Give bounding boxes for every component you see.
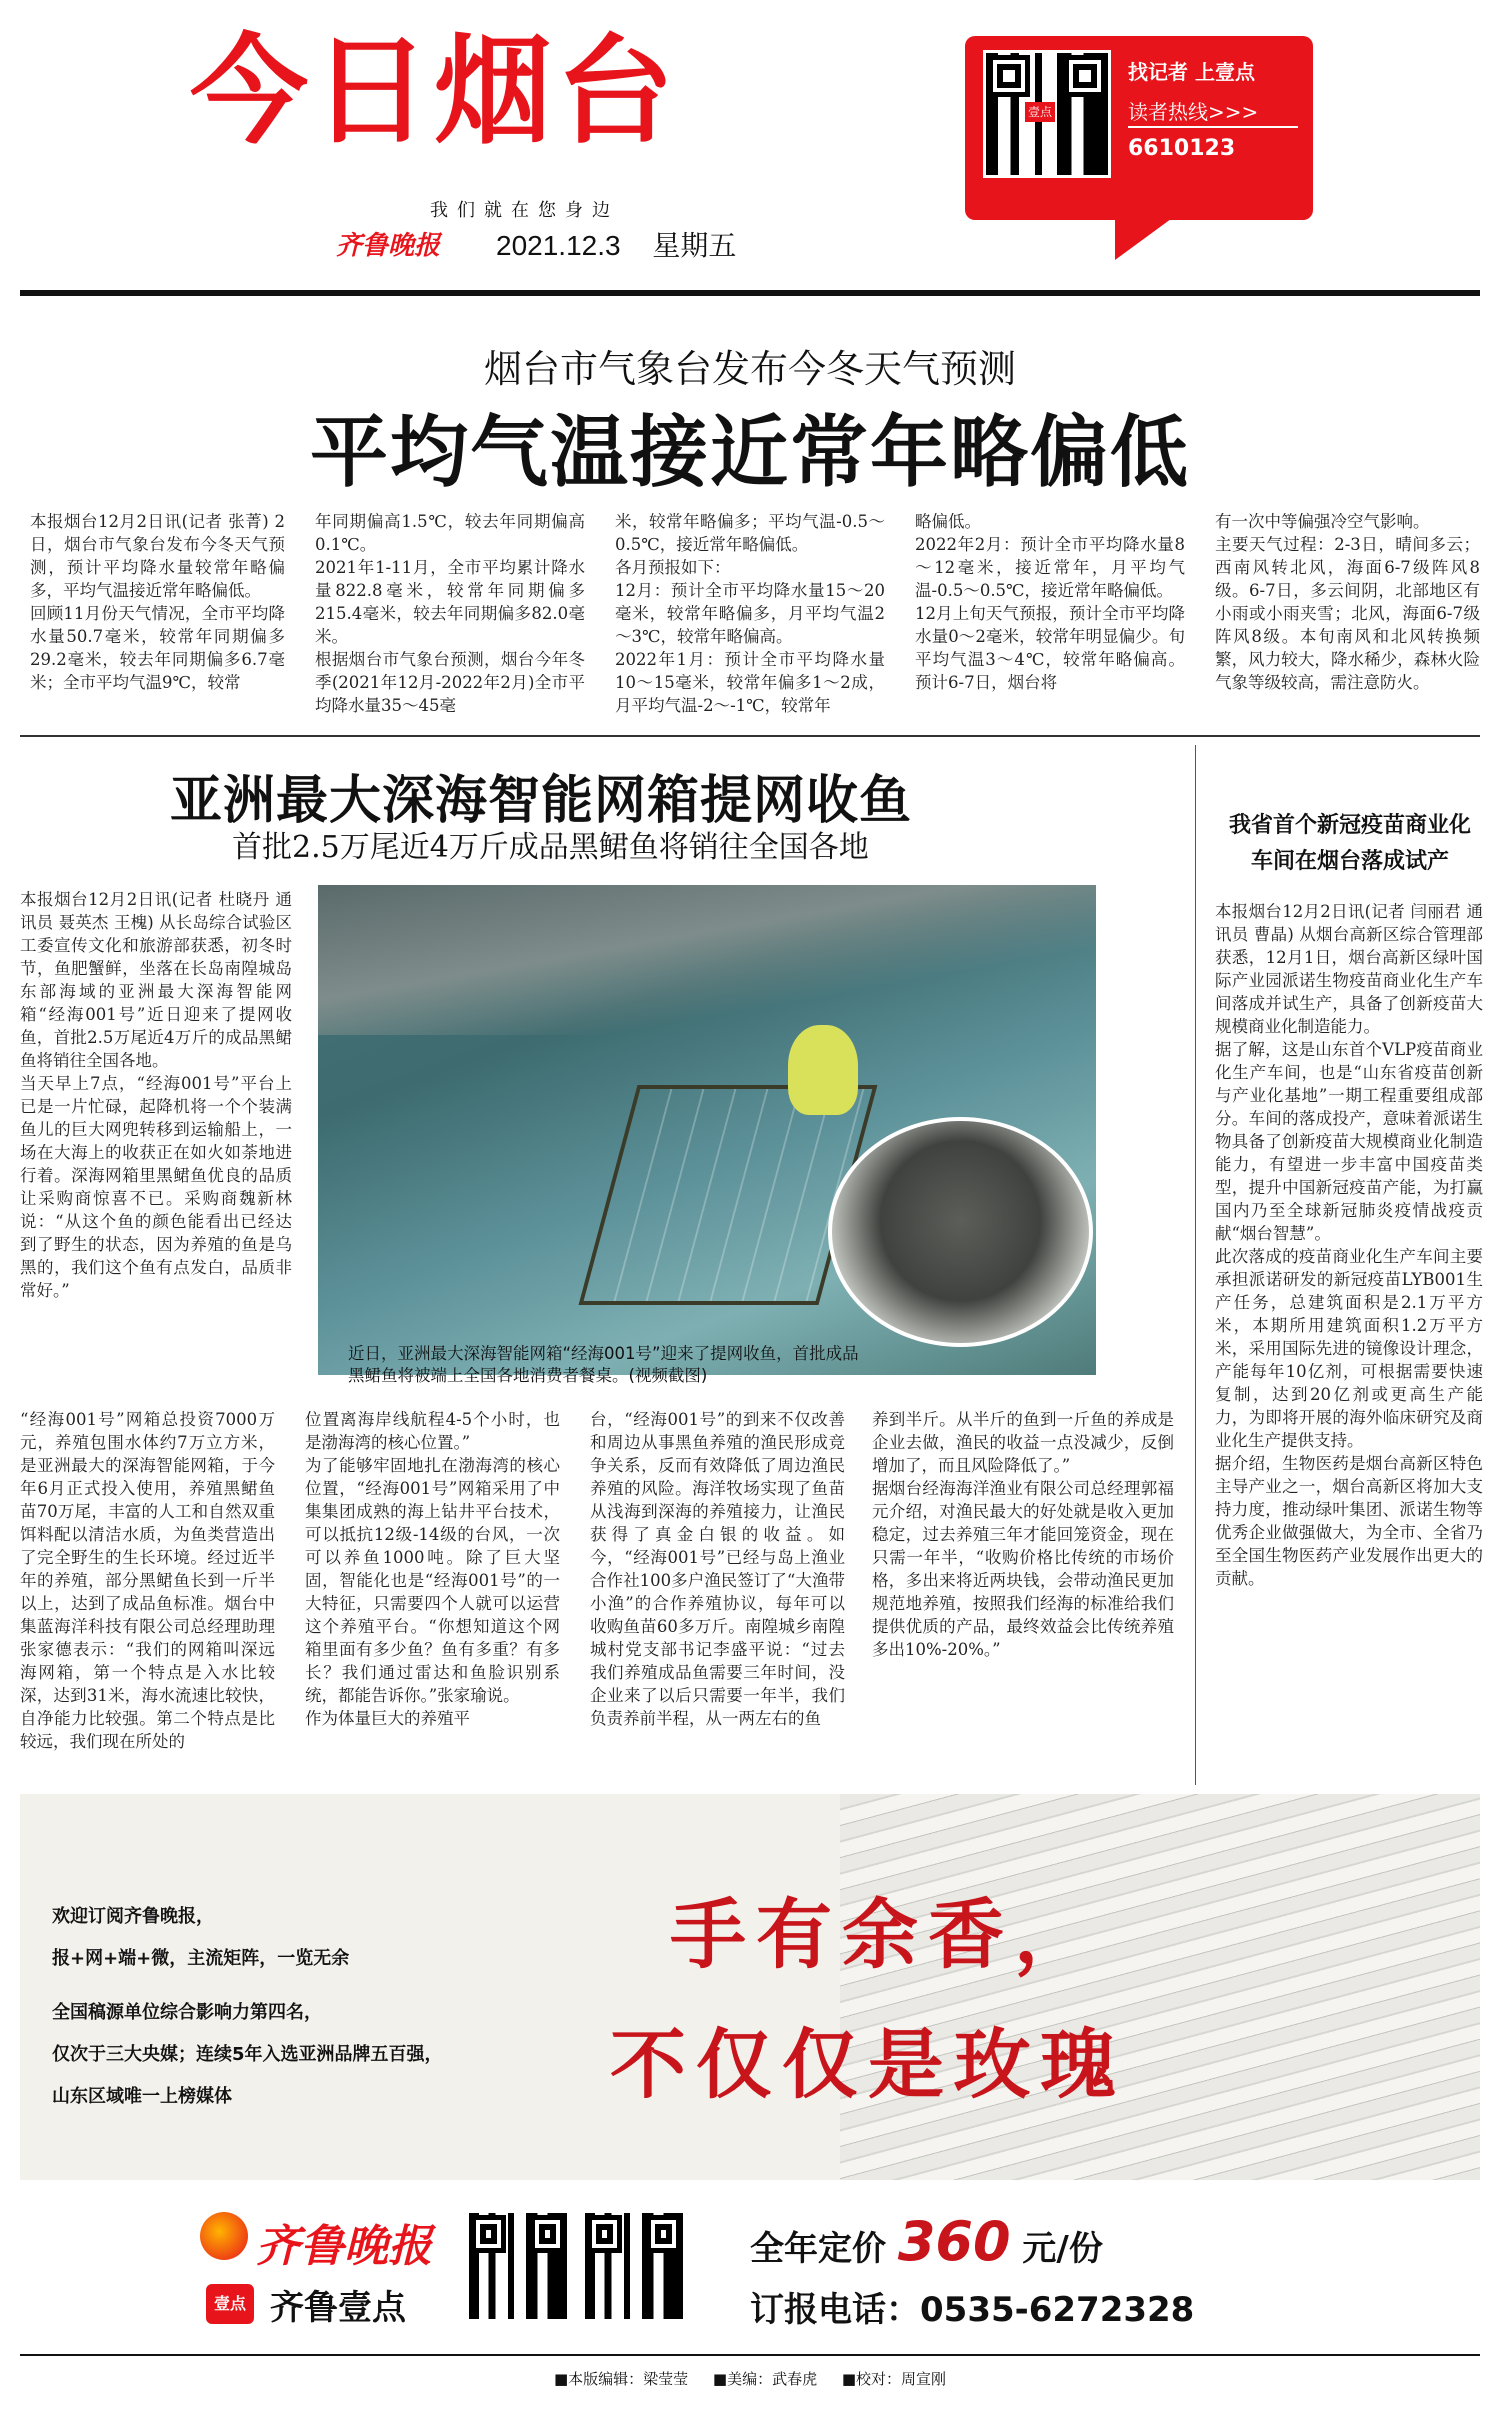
side-story-headline — [1210, 808, 1490, 880]
subscription-phone: 订报电话：0535-6272328 — [750, 2290, 1195, 2330]
lead-column-4: 略偏低。 2022年2月：预计全市平均降水量8～12毫米，接近常年，月平均气温-0.5～0.5℃，接近常年略偏低。 12月上旬天气预报，预计全市平均降水量0～2毫米，较常年明显偏少。旬平均气温3～4℃，较常年略偏高。预计6-7日，烟台将 — [915, 512, 1185, 692]
hotline-line-2: 读者热线>>> — [1128, 100, 1259, 124]
qr-code-icon[interactable] — [582, 2210, 686, 2322]
subscription-band — [20, 2180, 1480, 2350]
qr-badge: 壹点 — [1025, 102, 1055, 122]
date-line — [496, 224, 760, 264]
app-badge-icon: 壹点 — [206, 2284, 254, 2324]
lead-kicker: 烟台市气象台发布今冬天气预测 — [483, 347, 1016, 391]
newspaper-stack-image — [840, 1794, 1480, 2180]
ad-line-1: 欢迎订阅齐鲁晚报， — [52, 1906, 214, 1927]
story2-left-column: 本报烟台12月2日讯(记者 杜晓丹 通讯员 聂英杰 王槐) 从长岛综合试验区工委宣传文化和旅游部获悉，初冬时节，鱼肥蟹鲜，坐落在长岛南隍城岛东部海域的亚洲最大深海智能网箱“经海001号”近日迎来了提网收鱼，首批2.5万尾近4万斤的成品黑鲪鱼将销往全国各地。 当天早上7点，“经海001号”平台上已是一片忙碌，起降机将一个个装满鱼儿的巨大网兜转移到运输船上，一场在大海上的收获正在如火如荼地进行着。深海网箱里黑鲪鱼优良的品质让采购商惊喜不已。采购商魏新林说：“从这个鱼的颜色能看出已经达到了野生的状态，因为养殖的鱼是乌黑的，我们这个鱼有点发白，品质非常好。” — [20, 890, 292, 1300]
reader-hotline-box — [965, 36, 1313, 220]
fish-basket — [788, 1025, 858, 1115]
ad-line-2: 报+网+端+微，主流矩阵，一览无余 — [52, 1948, 350, 1969]
story2-column-1: “经海001号”网箱总投资7000万元，养殖包围水体约7万立方米，是亚洲最大的深海智能网箱，于今年6月正式投入使用，养殖黑鲪鱼苗70万尾，丰富的人工和自然双重饵料配以清洁水质，为鱼类营造出了完全野生的生长环境。经过近半年的养殖，部分黑鲪鱼长到一斤半以上，达到了成品鱼标准。烟台中集蓝海洋科技有限公司总经理助理张家德表示：“我们的网箱叫深远海网箱，第一个特点是入水比较深，达到31米，海水流速比较快，自净能力比较强。第二个特点是比较远，我们现在所处的 — [20, 1410, 275, 1751]
net-cage — [579, 1085, 878, 1305]
footer-proof: ■校对：周宣刚 — [841, 2370, 947, 2388]
qr-code-icon[interactable] — [466, 2210, 570, 2322]
ad-brand: 齐鲁晚报 — [256, 2221, 432, 2272]
fish-farm-photo — [318, 885, 1096, 1375]
footer-rule — [20, 2354, 1480, 2356]
side-headline-line-2: 车间在烟台落成试产 — [1250, 849, 1449, 874]
platform-structure — [318, 885, 1096, 1035]
footer-editor: ■本版编辑：梁莹莹 — [553, 2370, 689, 2388]
ad-slogan-line-1: 手有余香， — [670, 1890, 1100, 1979]
ad-line-5: 山东区域唯一上榜媒体 — [52, 2086, 232, 2107]
photo-caption: 近日，亚洲最大深海智能网箱“经海001号”迎来了提网收鱼，首批成品黑鲪鱼将被端上全国各地消费者餐桌。(视频截图) — [348, 1344, 859, 1385]
footer-designer: ■美编：武春虎 — [712, 2370, 818, 2388]
side-headline-line-1: 我省首个新冠疫苗商业化 — [1228, 813, 1471, 838]
ad-brand-2: 齐鲁壹点 — [270, 2288, 406, 2328]
issue-weekday: 星期五 — [652, 230, 737, 261]
hotline-number: 6610123 — [1128, 136, 1236, 161]
story2-column-4: 养到半斤。从半斤的鱼到一斤鱼的养成是企业去做，渔民的收益一点没减少，反倒增加了，而且风险降低了。” 据烟台经海海洋渔业有限公司总经理郭福元介绍，对渔民最大的好处就是收入更加稳定，过去养殖三年才能回笼资金，现在只需一年半，“收购价格比传统的市场价格，多出来将近两块钱，会带动渔民更加规范地养殖，按照我们经海的标准给我们提供优质的产品，最终效益会比传统养殖多出10%-20%。” — [872, 1410, 1174, 1659]
fish-inset-photo — [828, 1117, 1093, 1347]
lead-column-2: 年同期偏高1.5℃，较去年同期偏高0.1℃。 2021年1-11月，全市平均累计降水量822.8毫米，较常年同期偏多215.4毫米，较去年同期偏多82.0毫米。 根据烟台市气象台预测，烟台今年冬季(2021年12月-2022年2月)全市平均降水量35～45毫 — [315, 512, 585, 715]
paper-logo: 齐鲁晚报 — [336, 231, 441, 261]
story2-column-3: 台，“经海001号”的到来不仅改善和周边从事黑鱼养殖的渔民形成竞争关系，反而有效降低了周边渔民养殖的风险。海洋牧场实现了鱼苗从浅海到深海的养殖接力，让渔民获得了真金白银的收益。如今，“经海001号”已经与岛上渔业合作社100多户渔民签订了“大渔带小渔”的合作养殖协议，每年可以收购鱼苗60多万斤。南隍城乡南隍城村党支部书记李盛平说：“过去我们养殖成品鱼需要三年时间，没企业来了以后只需要一年半，我们负责养前半程，从一两左右的鱼 — [590, 1410, 845, 1728]
brand-logo-icon — [200, 2212, 248, 2260]
annual-price — [750, 2210, 1103, 2273]
masthead-title: 今日烟台 — [190, 22, 679, 160]
hotline-line-1: 找记者 上壹点 — [1128, 60, 1255, 84]
price-value: 360 — [897, 2210, 1011, 2273]
ad-line-4: 仅次于三大央媒；连续5年入选亚洲品牌五百强， — [52, 2044, 443, 2065]
masthead-slogan: 我们就在您身边 — [430, 200, 619, 221]
lead-column-5: 有一次中等偏强冷空气影响。 主要天气过程：2-3日，晴间多云；西南风转北风，海面6-7级阵风8级。6-7日，多云间阴，北部地区有小雨或小雨夹雪；北风，海面6-7级阵风8级。本旬南风和北风转换频繁，风力较大，降水稀少，森林火险气象等级较高，需注意防火。 — [1215, 512, 1480, 692]
section-rule — [20, 735, 1480, 737]
side-story-body: 本报烟台12月2日讯(记者 闫丽君 通讯员 曹晶) 从烟台高新区综合管理部获悉，12月1日，烟台高新区绿叶国际产业园派诺生物疫苗商业化生产车间落成并试生产，具备了创新疫苗大规模商业化制造能力。 据了解，这是山东首个VLP疫苗商业化生产车间，也是“山东省疫苗创新与产业化基地”一期工程重要组成部分。车间的落成投产，意味着派诺生物具备了创新疫苗大规模商业化制造能力，有望进一步丰富中国疫苗类型，提升中国新冠疫苗产能，为打赢国内乃至全球新冠肺炎疫情战疫贡献“烟台智慧”。 此次落成的疫苗商业化生产车间主要承担派诺研发的新冠疫苗LYB001生产任务，总建筑面积是2.1万平方米，本期所用建筑面积1.2万平方米，采用国际先进的镜像设计理念，产能每年10亿剂，可根据需要快速复制，达到20亿剂或更高生产能力，为即将开展的海外临床研究及商业化生产提供支持。 据介绍，生物医药是烟台高新区特色主导产业之一，烟台高新区将加大支持力度，推动绿叶集团、派诺生物等优秀企业做强做大，为全市、全省乃至全国生物医药产业发展作出更大的贡献。 — [1215, 902, 1483, 1588]
lead-column-3: 米，较常年略偏多；平均气温-0.5～0.5℃，接近常年略偏低。 各月预报如下： 12月：预计全市平均降水量15～20毫米，较常年略偏多，月平均气温2～3℃，较常年略偏高。 2022年1月：预计全市平均降水量10～15毫米，较常年偏多1～2成，月平均气温-2～-1℃，较常年 — [615, 512, 885, 715]
price-unit: 元/份 — [1022, 2229, 1103, 2269]
subscription-ad — [20, 1794, 1480, 2180]
issue-date: 2021.12.3 — [496, 230, 621, 261]
lead-headline: 平均气温接近常年略偏低 — [309, 407, 1190, 498]
story2-column-2: 位置离海岸线航程4-5个小时，也是渤海湾的核心位置。” 为了能够牢固地扎在渤海湾的核心位置，“经海001号”网箱采用了中集集团成熟的海上钻井平台技术，可以抵抗12级-14级的台风，一次可以养鱼1000吨。除了巨大坚固，智能化也是“经海001号”的一大特征，只需要四个人就可以运营这个养殖平台。“你想知道这个网箱里面有多少鱼？鱼有多重？有多长？我们通过雷达和鱼脸识别系统，都能告诉你。”张家瑜说。 作为体量巨大的养殖平 — [305, 1410, 560, 1728]
lead-column-1: 本报烟台12月2日讯(记者 张菁) 2日，烟台市气象台发布今冬天气预测，预计平均降水量较常年略偏多，平均气温接近常年略偏低。 回顾11月份天气情况，全市平均降水量50.7毫米，较常年同期偏多29.2毫米，较去年同期偏多6.7毫米；全市平均气温9℃，较常 — [30, 512, 285, 692]
story2-headline: 亚洲最大深海智能网箱提网收鱼 — [170, 770, 913, 831]
top-rule — [20, 290, 1480, 296]
price-label: 全年定价 — [750, 2229, 886, 2269]
side-divider — [1195, 745, 1196, 1785]
ad-slogan-line-2: 不仅仅是玫瑰 — [610, 2020, 1126, 2109]
ad-line-3: 全国稿源单位综合影响力第四名， — [52, 2002, 322, 2023]
hotline-divider — [1128, 126, 1298, 128]
story2-subheadline: 首批2.5万尾近4万斤成品黑鲪鱼将销往全国各地 — [232, 830, 869, 865]
page-footer — [0, 2368, 1500, 2389]
